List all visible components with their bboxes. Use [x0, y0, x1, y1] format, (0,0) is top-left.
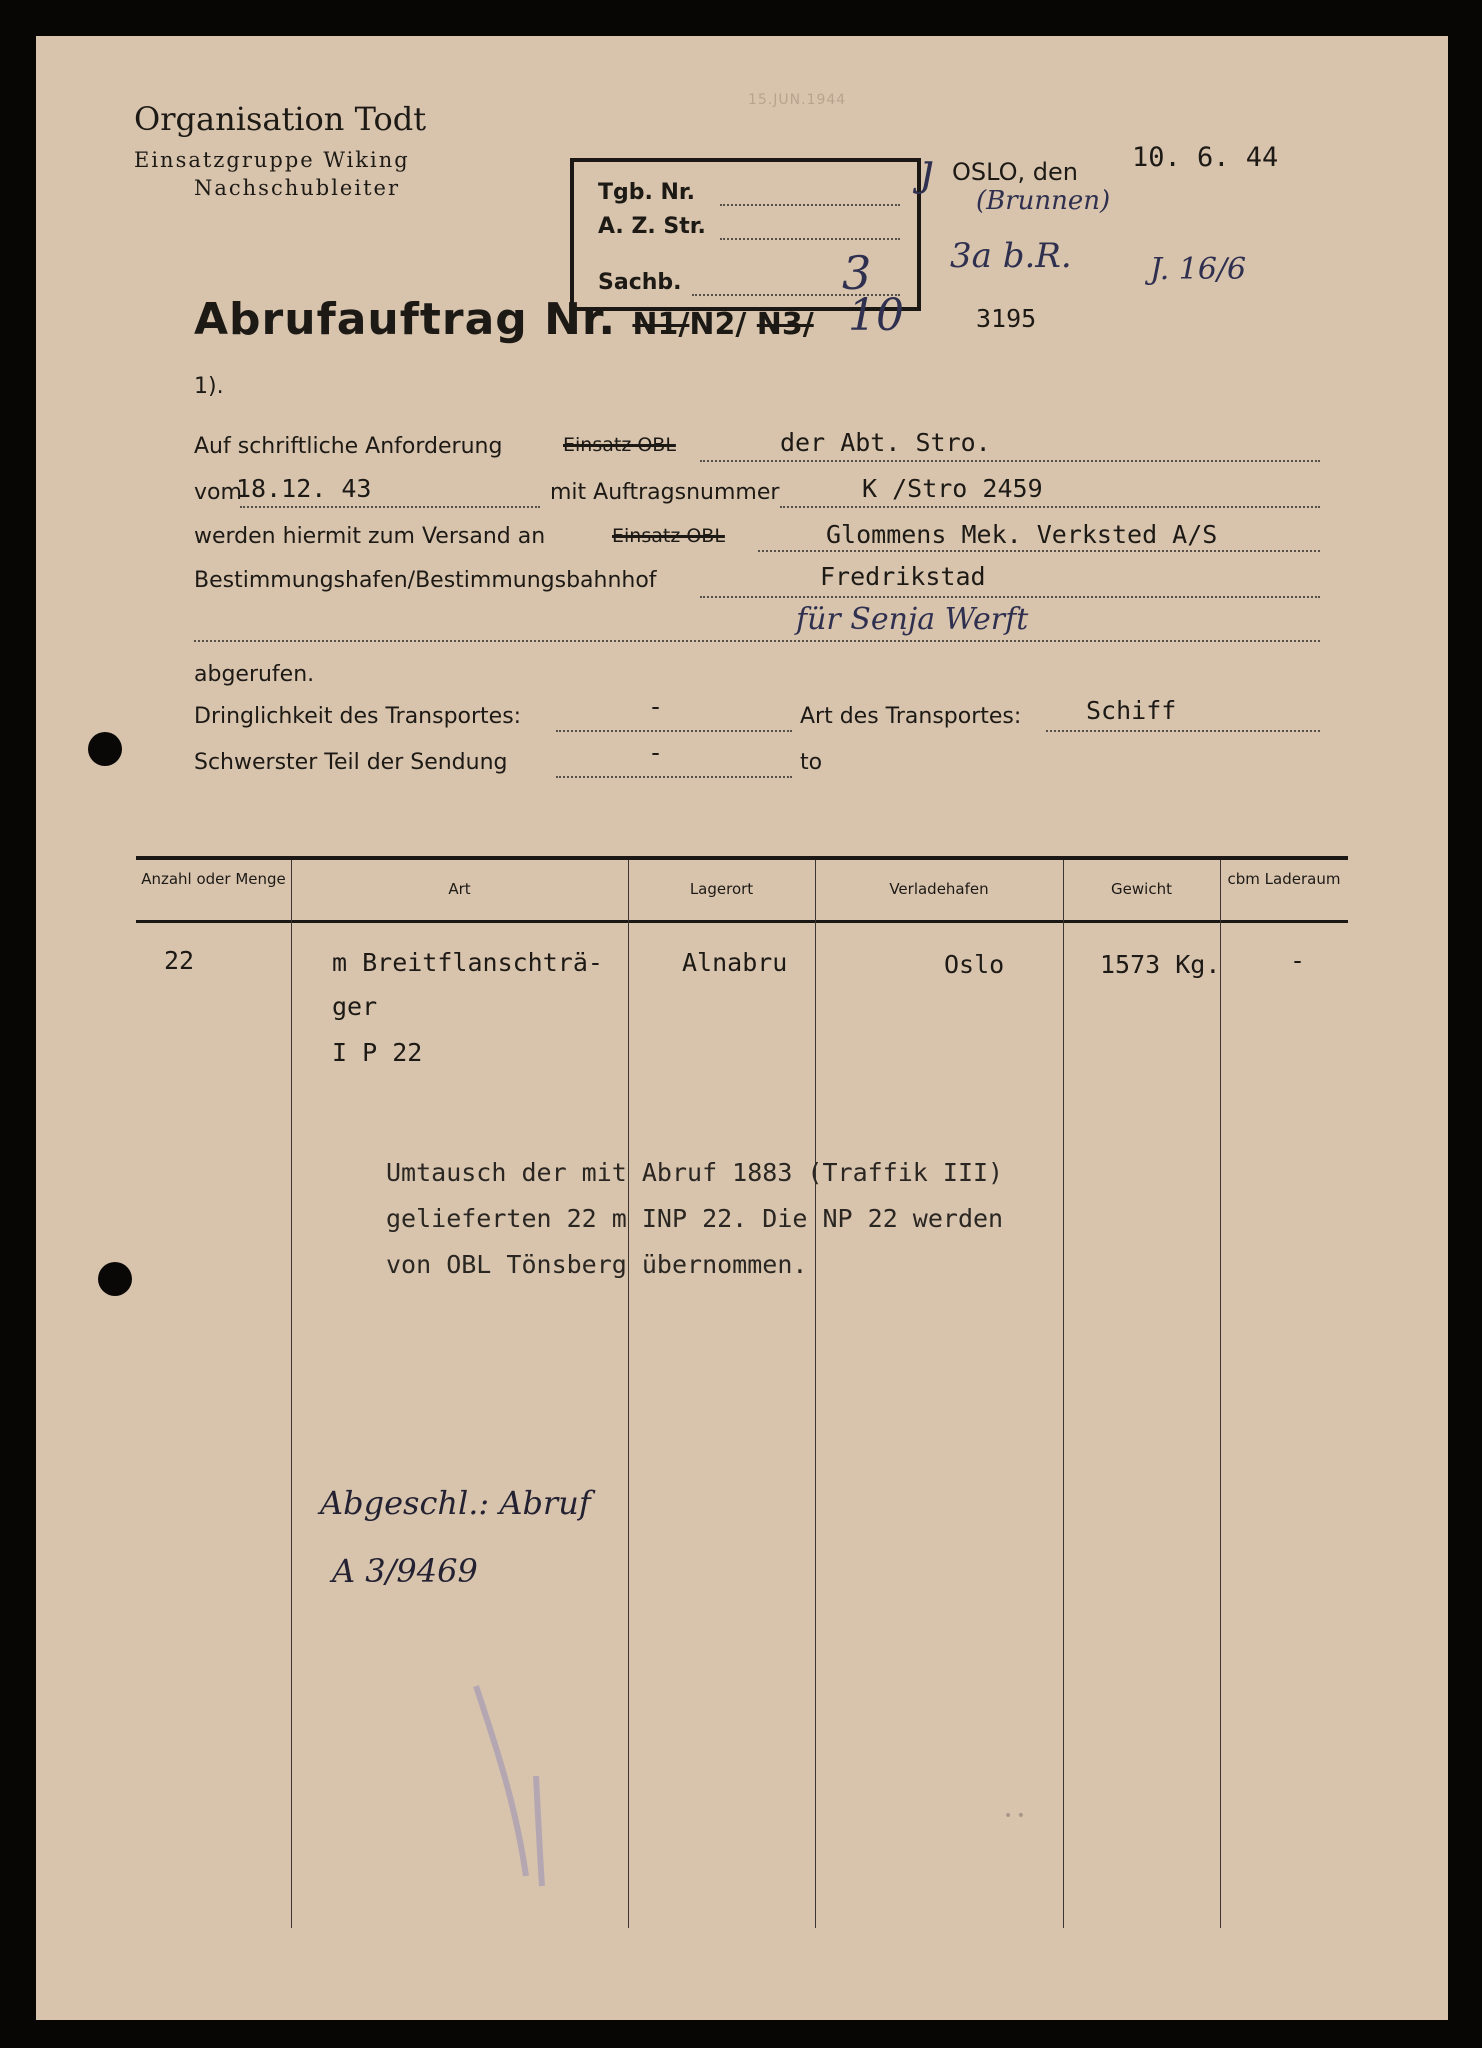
tgb-line — [720, 204, 900, 206]
remark-line-1: Umtausch der mit Abruf 1883 (Traffik III) — [386, 1158, 1004, 1187]
th-lagerort: Lagerort — [689, 880, 754, 898]
remark-line-2: gelieferten 22 m INP 22. Die NP 22 werden — [386, 1204, 1004, 1233]
ship-line — [758, 550, 1320, 552]
called-label: abgerufen. — [194, 662, 315, 687]
date-label: vom — [194, 480, 242, 505]
transport-value: Schiff — [1086, 696, 1177, 725]
table-top-rule — [136, 856, 1348, 860]
row-lagerort: Alnabru — [682, 948, 788, 977]
registry-box — [570, 158, 921, 311]
remark-line-3: von OBL Tönsberg übernommen. — [386, 1250, 808, 1279]
az-label: A. Z. Str. — [598, 214, 706, 239]
hand-note-top: (Brunnen) — [976, 186, 1111, 216]
col-divider-1 — [291, 860, 292, 1928]
heaviest-label: Schwerster Teil der Sendung — [194, 750, 508, 775]
row-art-line1: m Breitflanschträ- — [332, 948, 603, 977]
hand-mark-1: ȷ — [920, 144, 934, 195]
port-value: Fredrikstad — [820, 562, 986, 591]
urgency-label: Dringlichkeit des Transportes: — [194, 704, 522, 729]
heaviest-line — [556, 776, 792, 778]
punch-hole-bottom — [98, 1262, 132, 1296]
row-gewicht: 1573 Kg. — [1100, 950, 1221, 979]
document-page — [36, 36, 1448, 2020]
hand-reference: 3a b.R. — [950, 236, 1072, 276]
th-gewicht: Gewicht — [1111, 880, 1172, 898]
pencil-stroke-icon — [456, 1676, 566, 1896]
ship-label: werden hiermit zum Versand an — [194, 524, 546, 549]
order-line — [780, 506, 1320, 508]
hand-number: 10 — [848, 290, 904, 341]
th-art: Art — [448, 880, 471, 898]
request-line — [700, 460, 1320, 462]
title-n3: N3/ — [756, 307, 814, 342]
urgency-value: - — [648, 692, 664, 721]
punch-hole-top — [88, 732, 122, 766]
received-stamp: 15.JUN.1944 — [748, 92, 847, 108]
blank-line — [194, 640, 1320, 642]
row-qty: 22 — [164, 946, 195, 975]
row-art-line2: ger — [332, 992, 378, 1021]
az-line — [720, 238, 900, 240]
date-line — [240, 506, 540, 508]
title-n1: N1/ — [632, 307, 690, 342]
transport-line — [1046, 730, 1320, 732]
sachb-label: Sachb. — [598, 270, 682, 295]
doc-number: 3195 — [976, 304, 1037, 333]
ship-struck: Einsatz OBL — [612, 525, 725, 547]
hand-destination: für Senja Werft — [796, 602, 1029, 637]
col-divider-5 — [1220, 860, 1221, 1928]
org-name: Organisation Todt — [134, 100, 427, 138]
row-art-line3: I P 22 — [332, 1038, 423, 1067]
title-prefix: Abrufauftrag Nr. — [194, 294, 617, 345]
sachb-value: 3 — [842, 246, 872, 300]
table-header-rule — [136, 920, 1348, 923]
col-divider-3 — [815, 860, 816, 1928]
doc-title — [194, 294, 814, 345]
row-cbm: - — [1290, 946, 1306, 975]
th-qty: Anzahl oder Menge — [141, 870, 286, 888]
col-divider-2 — [628, 860, 629, 1928]
place-label: OSLO, den — [952, 158, 1078, 186]
order-value: K /Stro 2459 — [862, 474, 1043, 503]
port-line — [700, 596, 1320, 598]
request-struck: Einsatz OBL — [563, 434, 676, 456]
footnote-ref: 1). — [194, 374, 224, 399]
hand-bottom-note-2: A 3/9469 — [332, 1552, 478, 1590]
order-date-value: 18.12. 43 — [236, 474, 372, 503]
date-value: 10. 6. 44 — [1132, 142, 1279, 173]
th-cbm: cbm Laderaum — [1227, 870, 1341, 888]
col-divider-4 — [1063, 860, 1064, 1928]
hand-bottom-note-1: Abgeschl.: Abruf — [320, 1484, 591, 1522]
request-label: Auf schriftliche Anforderung — [194, 434, 503, 459]
heaviest-value: - — [648, 738, 664, 767]
order-label: mit Auftragsnummer — [550, 480, 780, 505]
org-role: Nachschubleiter — [194, 176, 400, 200]
port-label: Bestimmungshafen/Bestimmungsbahnhof — [194, 568, 657, 593]
th-verladehafen: Verladehafen — [889, 880, 989, 898]
transport-label: Art des Transportes: — [800, 704, 1022, 729]
hand-initials: J. 16/6 — [1150, 252, 1247, 287]
tgb-label: Tgb. Nr. — [598, 180, 696, 205]
ship-value: Glommens Mek. Verksted A/S — [826, 520, 1218, 549]
heaviest-unit: to — [800, 750, 823, 775]
urgency-line — [556, 730, 792, 732]
title-n2: N2/ — [689, 307, 747, 342]
faint-mark: • • — [1004, 1808, 1025, 1824]
row-verladehafen: Oslo — [944, 950, 1005, 979]
request-value: der Abt. Stro. — [780, 428, 991, 457]
org-group: Einsatzgruppe Wiking — [134, 148, 410, 172]
